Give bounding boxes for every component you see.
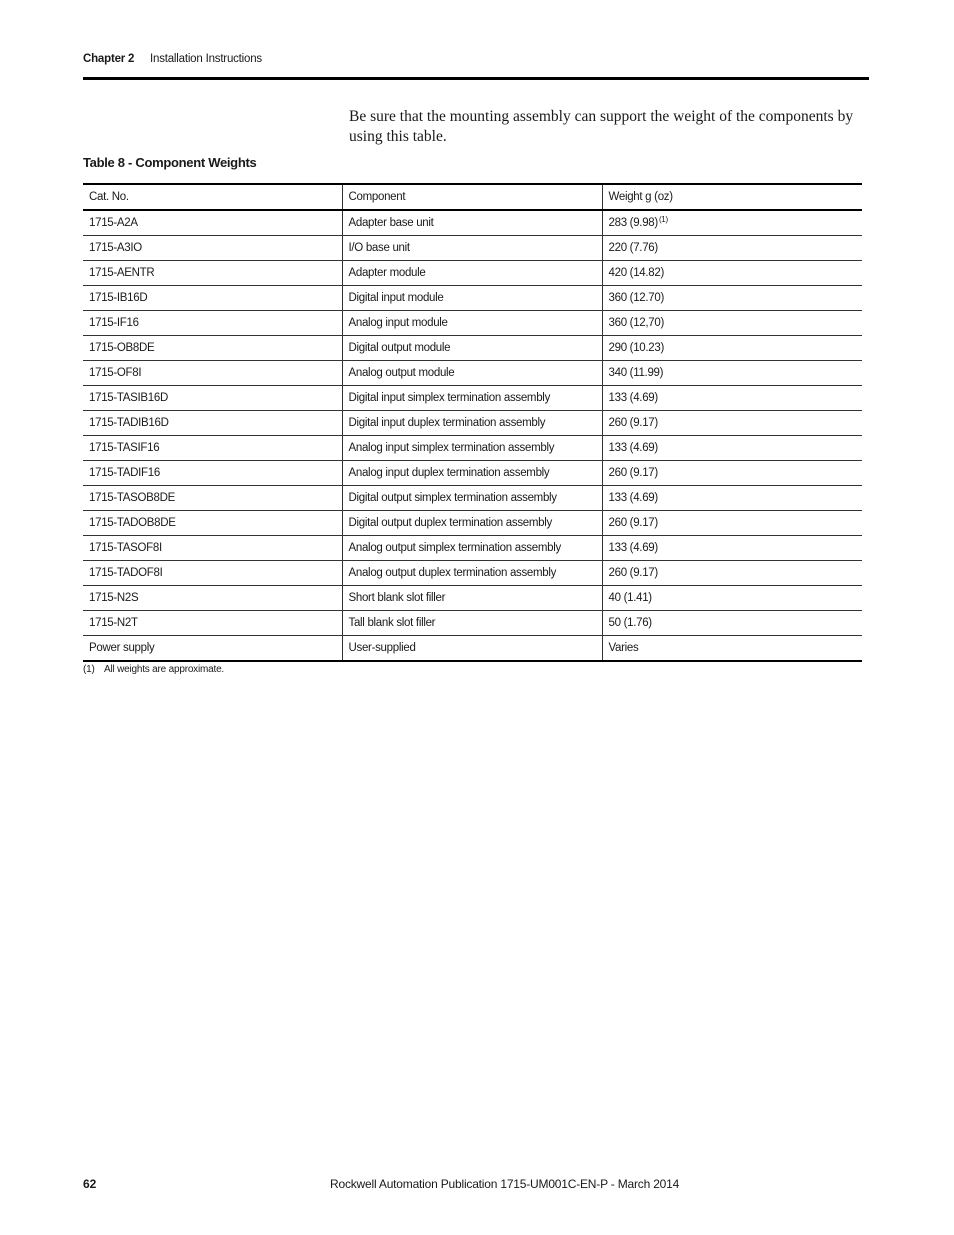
component-text: Analog input simplex termination assembly: [348, 442, 555, 454]
weight-text: 50 (1.76): [608, 617, 652, 629]
cat-no-cell: [83, 286, 342, 311]
weight-text: 220 (7.76): [608, 242, 658, 254]
component-cell: [342, 586, 602, 611]
table-row: [83, 411, 862, 436]
cat-no-cell: [83, 586, 342, 611]
component-cell: [342, 210, 602, 236]
component-cell: [342, 386, 602, 411]
table-row: [83, 461, 862, 486]
weight-text: 290 (10.23): [608, 342, 665, 354]
weight-cell: [602, 210, 862, 236]
table-row: [83, 210, 862, 236]
component-text: Adapter base unit: [348, 217, 434, 229]
table-footnote: [83, 664, 224, 675]
table-row: [83, 561, 862, 586]
table-row: [83, 636, 862, 662]
table-row: [83, 536, 862, 561]
weight-cell: [602, 311, 862, 336]
weight-cell: [602, 411, 862, 436]
cat-no-text: 1715-N2T: [89, 617, 138, 629]
weight-text: 133 (4.69): [608, 392, 658, 404]
cat-no-cell: [83, 336, 342, 361]
cat-no-cell: [83, 411, 342, 436]
cat-no-cell: [83, 210, 342, 236]
table-row: [83, 511, 862, 536]
footnote-text: All weights are approximate.: [104, 664, 225, 675]
table-row: [83, 336, 862, 361]
weight-text: 133 (4.69): [608, 442, 658, 454]
component-text: Tall blank slot filler: [348, 617, 436, 629]
weight-cell: [602, 261, 862, 286]
weight-cell: [602, 336, 862, 361]
cat-no-text: 1715-N2S: [89, 592, 139, 604]
weight-cell: [602, 486, 862, 511]
weight-text: 260 (9.17): [608, 467, 658, 479]
component-text: Analog output duplex termination assembly: [348, 567, 557, 579]
weight-text: 360 (12.70): [608, 292, 665, 304]
table-row: [83, 286, 862, 311]
component-cell: [342, 511, 602, 536]
cat-no-text: 1715-AENTR: [89, 267, 155, 279]
weight-text: 283 (9.98): [608, 217, 658, 229]
component-text: I/O base unit: [348, 242, 410, 254]
cat-no-text: 1715-IB16D: [89, 292, 148, 304]
component-cell: [342, 536, 602, 561]
component-cell: [342, 611, 602, 636]
weight-text: 420 (14.82): [608, 267, 665, 279]
cat-no-cell: [83, 436, 342, 461]
weight-cell: [602, 611, 862, 636]
cat-no-text: 1715-TADOF8I: [89, 567, 163, 579]
footnote-reference: (1): [658, 215, 668, 224]
weight-text: 40 (1.41): [608, 592, 652, 604]
table-header-row: [83, 184, 862, 210]
cat-no-text: 1715-A3IO: [89, 242, 142, 254]
cat-no-cell: [83, 511, 342, 536]
component-text: Analog output module: [348, 367, 455, 379]
page-number: 62: [83, 1177, 97, 1191]
page-header: [83, 53, 869, 80]
section-title: Installation Instructions: [150, 53, 262, 65]
component-cell: [342, 636, 602, 662]
component-cell: [342, 311, 602, 336]
publication-info: Rockwell Automation Publication 1715-UM001C-EN-P - March 2014: [330, 1177, 680, 1191]
component-text: Analog output simplex termination assembly: [348, 542, 561, 554]
weight-text: 260 (9.17): [608, 517, 658, 529]
cat-no-text: 1715-TASOF8I: [89, 542, 162, 554]
cat-no-cell: [83, 461, 342, 486]
cat-no-text: 1715-TASIB16D: [89, 392, 168, 404]
weight-text: 260 (9.17): [608, 417, 658, 429]
component-cell: [342, 261, 602, 286]
column-header-weight: Weight g (oz): [602, 184, 862, 210]
component-text: User-supplied: [348, 642, 416, 654]
weight-cell: [602, 286, 862, 311]
component-text: Digital output simplex termination assembly: [348, 492, 557, 504]
cat-no-text: 1715-TASOB8DE: [89, 492, 176, 504]
cat-no-text: 1715-OF8I: [89, 367, 142, 379]
table-row: [83, 486, 862, 511]
component-cell: [342, 461, 602, 486]
cat-no-text: 1715-TADIB16D: [89, 417, 169, 429]
weight-text: Varies: [608, 642, 639, 654]
cat-no-text: Power supply: [89, 642, 155, 654]
cat-no-cell: [83, 261, 342, 286]
table-title: Table 8 - Component Weights: [83, 155, 257, 170]
component-cell: [342, 361, 602, 386]
weight-cell: [602, 561, 862, 586]
weight-cell: [602, 586, 862, 611]
table-row: [83, 586, 862, 611]
column-header-cat-no: Cat. No.: [83, 184, 342, 210]
component-text: Digital output module: [348, 342, 451, 354]
cat-no-cell: [83, 311, 342, 336]
cat-no-text: 1715-TADIF16: [89, 467, 160, 479]
weight-text: 133 (4.69): [608, 542, 658, 554]
component-cell: [342, 336, 602, 361]
component-cell: [342, 486, 602, 511]
weight-cell: [602, 386, 862, 411]
component-text: Short blank slot filler: [348, 592, 446, 604]
component-cell: [342, 561, 602, 586]
cat-no-cell: [83, 536, 342, 561]
cat-no-cell: [83, 561, 342, 586]
table-body: [83, 210, 862, 661]
column-header-component: Component: [342, 184, 602, 210]
intro-paragraph: Be sure that the mounting assembly can support the weight of the components by using this table.: [349, 108, 854, 145]
weight-cell: [602, 536, 862, 561]
component-text: Analog input duplex termination assembly: [348, 467, 550, 479]
component-text: Analog input module: [348, 317, 448, 329]
component-text: Digital input module: [348, 292, 444, 304]
weight-text: 360 (12,70): [608, 317, 665, 329]
chapter-label: Chapter 2: [83, 53, 135, 65]
table-row: [83, 436, 862, 461]
component-text: Adapter module: [348, 267, 426, 279]
table-row: [83, 311, 862, 336]
cat-no-text: 1715-IF16: [89, 317, 139, 329]
component-cell: [342, 286, 602, 311]
footnote-mark: (1): [83, 664, 95, 675]
component-cell: [342, 436, 602, 461]
weight-cell: [602, 361, 862, 386]
component-cell: [342, 236, 602, 261]
cat-no-text: 1715-TASIF16: [89, 442, 160, 454]
table-row: [83, 386, 862, 411]
cat-no-text: 1715-TADOB8DE: [89, 517, 176, 529]
component-cell: [342, 411, 602, 436]
cat-no-cell: [83, 611, 342, 636]
weight-cell: [602, 436, 862, 461]
table-row: [83, 611, 862, 636]
cat-no-cell: [83, 386, 342, 411]
component-weights-table: [83, 183, 862, 662]
table-row: [83, 361, 862, 386]
cat-no-cell: [83, 361, 342, 386]
weight-cell: [602, 236, 862, 261]
weight-cell: [602, 461, 862, 486]
table-row: [83, 261, 862, 286]
weight-text: 133 (4.69): [608, 492, 658, 504]
cat-no-text: 1715-A2A: [89, 217, 138, 229]
weight-text: 260 (9.17): [608, 567, 658, 579]
table-row: [83, 236, 862, 261]
weight-cell: [602, 636, 862, 662]
weight-text: 340 (11.99): [608, 367, 664, 379]
component-text: Digital input simplex termination assembly: [348, 392, 551, 404]
component-text: Digital output duplex termination assembly: [348, 517, 552, 529]
cat-no-text: 1715-OB8DE: [89, 342, 155, 354]
component-text: Digital input duplex termination assembly: [348, 417, 546, 429]
cat-no-cell: [83, 486, 342, 511]
cat-no-cell: [83, 236, 342, 261]
cat-no-cell: [83, 636, 342, 662]
weight-cell: [602, 511, 862, 536]
